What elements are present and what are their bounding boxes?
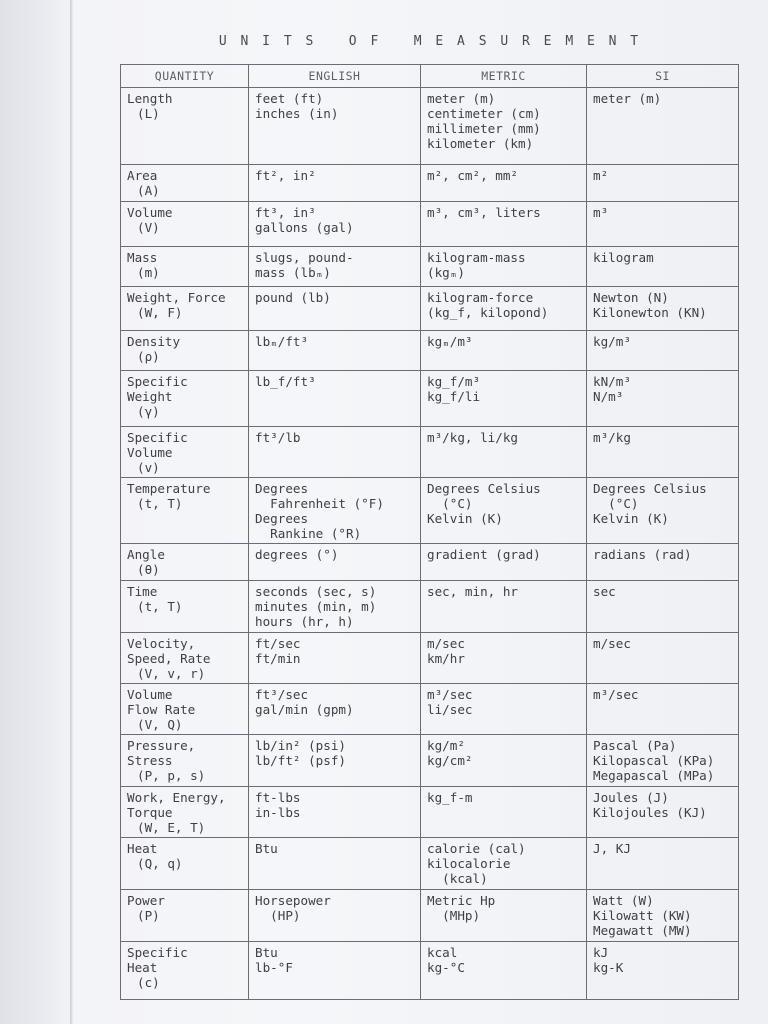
unit-text: gal/min (gpm) xyxy=(255,702,354,717)
si-cell xyxy=(587,427,739,478)
unit-text: kg-°C xyxy=(427,960,465,975)
unit-text: Watt (W) xyxy=(593,893,654,908)
unit-text: Kilojoules (KJ) xyxy=(593,805,707,820)
english-cell xyxy=(249,165,421,202)
quantity-name: Specific xyxy=(127,430,188,445)
quantity-cell xyxy=(121,427,249,478)
unit-text: meter (m) xyxy=(427,91,496,106)
quantity-cell xyxy=(121,478,249,544)
metric-cell xyxy=(421,331,587,371)
quantity-symbol: (W, E, T) xyxy=(137,820,206,835)
unit-text: ft³/lb xyxy=(255,430,301,445)
metric-cell xyxy=(421,427,587,478)
quantity-name: Pressure, xyxy=(127,738,196,753)
unit-text: pound (lb) xyxy=(255,290,331,305)
unit-text: (kgₘ) xyxy=(427,265,465,280)
unit-text: Metric Hp xyxy=(427,893,496,908)
quantity-name: Specific xyxy=(127,374,188,389)
table-row xyxy=(121,427,739,478)
english-cell xyxy=(249,371,421,427)
unit-text: kg_f/m³ xyxy=(427,374,481,389)
unit-text: mass (lbₘ) xyxy=(255,265,331,280)
quantity-name: Time xyxy=(127,584,158,599)
unit-text: kg_f-m xyxy=(427,790,473,805)
unit-text: Kilowatt (KW) xyxy=(593,908,692,923)
unit-text: millimeter (mm) xyxy=(427,121,541,136)
quantity-symbol: (L) xyxy=(137,106,160,121)
metric-cell xyxy=(421,838,587,890)
unit-text: minutes (min, m) xyxy=(255,599,377,614)
si-cell xyxy=(587,88,739,165)
table-row xyxy=(121,478,739,544)
si-cell xyxy=(587,287,739,331)
unit-text: lbₘ/ft³ xyxy=(255,334,309,349)
quantity-symbol: (c) xyxy=(137,975,160,990)
unit-text: Kilopascal (KPa) xyxy=(593,753,715,768)
unit-text: sec xyxy=(593,584,616,599)
unit-text: Newton (N) xyxy=(593,290,669,305)
metric-cell xyxy=(421,544,587,581)
unit-text: kN/m³ xyxy=(593,374,631,389)
unit-text: lb-°F xyxy=(255,960,293,975)
metric-cell xyxy=(421,942,587,1000)
quantity-name: Weight xyxy=(127,389,173,404)
si-cell xyxy=(587,787,739,838)
header-si: SI xyxy=(587,65,739,88)
quantity-cell xyxy=(121,942,249,1000)
table-row xyxy=(121,890,739,942)
unit-text: (kcal) xyxy=(427,871,488,886)
quantity-symbol: (V) xyxy=(137,220,160,235)
quantity-symbol: (V, v, r) xyxy=(137,666,206,681)
si-cell xyxy=(587,633,739,684)
unit-text: hours (hr, h) xyxy=(255,614,354,629)
quantity-name: Volume xyxy=(127,445,173,460)
unit-text: ft/min xyxy=(255,651,301,666)
unit-text: kilocalorie xyxy=(427,856,511,871)
si-cell xyxy=(587,247,739,287)
quantity-cell xyxy=(121,581,249,633)
table-row xyxy=(121,581,739,633)
quantity-name: Volume xyxy=(127,205,173,220)
unit-text: kilogram-mass xyxy=(427,250,526,265)
unit-text: m³, cm³, liters xyxy=(427,205,541,220)
unit-text: degrees (°) xyxy=(255,547,339,562)
unit-text: m³ xyxy=(593,205,609,220)
quantity-cell xyxy=(121,787,249,838)
unit-text: radians (rad) xyxy=(593,547,692,562)
quantity-cell xyxy=(121,202,249,247)
quantity-cell xyxy=(121,735,249,787)
table-row xyxy=(121,544,739,581)
metric-cell xyxy=(421,287,587,331)
unit-text: centimeter (cm) xyxy=(427,106,541,121)
unit-text: lb/in² (psi) xyxy=(255,738,346,753)
table-row xyxy=(121,684,739,735)
quantity-cell xyxy=(121,165,249,202)
english-cell xyxy=(249,287,421,331)
table-row xyxy=(121,735,739,787)
unit-text: m³/kg, li/kg xyxy=(427,430,518,445)
page-title: U N I T S O F M E A S U R E M E N T xyxy=(218,34,642,49)
unit-text: kg/cm² xyxy=(427,753,473,768)
metric-cell xyxy=(421,890,587,942)
english-cell xyxy=(249,544,421,581)
metric-cell xyxy=(421,371,587,427)
unit-text: calorie (cal) xyxy=(427,841,526,856)
unit-text: Fahrenheit (°F) xyxy=(255,496,384,511)
metric-cell xyxy=(421,88,587,165)
quantity-name: Volume xyxy=(127,687,173,702)
quantity-cell xyxy=(121,633,249,684)
unit-text: lb/ft² (psf) xyxy=(255,753,346,768)
unit-text: N/m³ xyxy=(593,389,624,404)
english-cell xyxy=(249,331,421,371)
unit-text: ft/sec xyxy=(255,636,301,651)
table-row xyxy=(121,88,739,165)
unit-text: Degrees Celsius xyxy=(593,481,707,496)
unit-text: Joules (J) xyxy=(593,790,669,805)
table-row xyxy=(121,202,739,247)
quantity-cell xyxy=(121,838,249,890)
page-fold-shadow xyxy=(70,0,73,1024)
quantity-name: Stress xyxy=(127,753,173,768)
quantity-symbol: (θ) xyxy=(137,562,160,577)
quantity-symbol: (γ) xyxy=(137,404,160,419)
table-row xyxy=(121,331,739,371)
quantity-symbol: (t, T) xyxy=(137,599,183,614)
unit-text: ft-lbs xyxy=(255,790,301,805)
unit-text: m/sec xyxy=(427,636,465,651)
unit-text: Megapascal (MPa) xyxy=(593,768,715,783)
header-quantity: QUANTITY xyxy=(121,65,249,88)
unit-text: seconds (sec, s) xyxy=(255,584,377,599)
si-cell xyxy=(587,478,739,544)
quantity-name: Heat xyxy=(127,841,158,856)
english-cell xyxy=(249,838,421,890)
unit-text: m³/sec xyxy=(593,687,639,702)
quantity-name: Temperature xyxy=(127,481,211,496)
quantity-name: Heat xyxy=(127,960,158,975)
metric-cell xyxy=(421,735,587,787)
unit-text: Kelvin (K) xyxy=(427,511,503,526)
unit-text: J, KJ xyxy=(593,841,631,856)
quantity-name: Speed, Rate xyxy=(127,651,211,666)
quantity-symbol: (m) xyxy=(137,265,160,280)
metric-cell xyxy=(421,247,587,287)
quantity-symbol: (v) xyxy=(137,460,160,475)
metric-cell xyxy=(421,684,587,735)
unit-text: m³/kg xyxy=(593,430,631,445)
unit-text: gradient (grad) xyxy=(427,547,541,562)
table-row xyxy=(121,838,739,890)
unit-text: Kelvin (K) xyxy=(593,511,669,526)
unit-text: in-lbs xyxy=(255,805,301,820)
table-row xyxy=(121,942,739,1000)
unit-text: li/sec xyxy=(427,702,473,717)
quantity-cell xyxy=(121,371,249,427)
quantity-cell xyxy=(121,544,249,581)
metric-cell xyxy=(421,787,587,838)
quantity-cell xyxy=(121,247,249,287)
quantity-symbol: (A) xyxy=(137,183,160,198)
si-cell xyxy=(587,581,739,633)
unit-text: Degrees xyxy=(255,481,309,496)
units-table xyxy=(120,64,739,1000)
quantity-name: Mass xyxy=(127,250,158,265)
unit-text: kilogram xyxy=(593,250,654,265)
unit-text: (°C) xyxy=(593,496,639,511)
unit-text: kilometer (km) xyxy=(427,136,534,151)
quantity-symbol: (W, F) xyxy=(137,305,183,320)
quantity-name: Velocity, xyxy=(127,636,196,651)
unit-text: m/sec xyxy=(593,636,631,651)
quantity-cell xyxy=(121,684,249,735)
english-cell xyxy=(249,735,421,787)
unit-text: kgₘ/m³ xyxy=(427,334,473,349)
english-cell xyxy=(249,478,421,544)
unit-text: feet (ft) xyxy=(255,91,324,106)
unit-text: ft³/sec xyxy=(255,687,309,702)
quantity-cell xyxy=(121,331,249,371)
si-cell xyxy=(587,202,739,247)
header-english: ENGLISH xyxy=(249,65,421,88)
unit-text: (°C) xyxy=(427,496,473,511)
unit-text: Horsepower xyxy=(255,893,331,908)
unit-text: ft², in² xyxy=(255,168,316,183)
quantity-name: Weight, Force xyxy=(127,290,226,305)
unit-text: sec, min, hr xyxy=(427,584,518,599)
quantity-symbol: (ρ) xyxy=(137,349,160,364)
table-row xyxy=(121,287,739,331)
quantity-name: Density xyxy=(127,334,181,349)
quantity-cell xyxy=(121,287,249,331)
table-row xyxy=(121,633,739,684)
unit-text: lb_f/ft³ xyxy=(255,374,316,389)
english-cell xyxy=(249,787,421,838)
unit-text: Degrees xyxy=(255,511,309,526)
unit-text: kcal xyxy=(427,945,458,960)
quantity-name: Length xyxy=(127,91,173,106)
unit-text: Degrees Celsius xyxy=(427,481,541,496)
english-cell xyxy=(249,942,421,1000)
quantity-symbol: (Q, q) xyxy=(137,856,183,871)
unit-text: km/hr xyxy=(427,651,465,666)
unit-text: inches (in) xyxy=(255,106,339,121)
unit-text: kJ xyxy=(593,945,609,960)
quantity-name: Specific xyxy=(127,945,188,960)
quantity-name: Area xyxy=(127,168,158,183)
quantity-name: Angle xyxy=(127,547,165,562)
si-cell xyxy=(587,684,739,735)
unit-text: kilogram-force xyxy=(427,290,534,305)
header-row xyxy=(121,65,739,88)
unit-text: kg/m² xyxy=(427,738,465,753)
quantity-name: Work, Energy, xyxy=(127,790,226,805)
metric-cell xyxy=(421,581,587,633)
unit-text: gallons (gal) xyxy=(255,220,354,235)
si-cell xyxy=(587,890,739,942)
unit-text: kg_f/li xyxy=(427,389,481,404)
quantity-symbol: (P, p, s) xyxy=(137,768,206,783)
unit-text: kg/m³ xyxy=(593,334,631,349)
unit-text: Kilonewton (KN) xyxy=(593,305,707,320)
unit-text: ft³, in³ xyxy=(255,205,316,220)
metric-cell xyxy=(421,478,587,544)
metric-cell xyxy=(421,165,587,202)
quantity-symbol: (t, T) xyxy=(137,496,183,511)
table-row xyxy=(121,165,739,202)
si-cell xyxy=(587,544,739,581)
quantity-cell xyxy=(121,88,249,165)
unit-text: meter (m) xyxy=(593,91,662,106)
si-cell xyxy=(587,942,739,1000)
english-cell xyxy=(249,890,421,942)
english-cell xyxy=(249,202,421,247)
english-cell xyxy=(249,633,421,684)
quantity-cell xyxy=(121,890,249,942)
quantity-name: Torque xyxy=(127,805,173,820)
table-row xyxy=(121,371,739,427)
quantity-symbol: (V, Q) xyxy=(137,717,183,732)
english-cell xyxy=(249,88,421,165)
metric-cell xyxy=(421,633,587,684)
si-cell xyxy=(587,735,739,787)
unit-text: Rankine (°R) xyxy=(255,526,362,541)
si-cell xyxy=(587,838,739,890)
table-body xyxy=(121,88,739,1000)
si-cell xyxy=(587,165,739,202)
unit-text: Megawatt (MW) xyxy=(593,923,692,938)
quantity-name: Power xyxy=(127,893,165,908)
unit-text: m², cm², mm² xyxy=(427,168,518,183)
table-row xyxy=(121,247,739,287)
header-metric: METRIC xyxy=(421,65,587,88)
english-cell xyxy=(249,427,421,478)
si-cell xyxy=(587,331,739,371)
quantity-name: Flow Rate xyxy=(127,702,196,717)
unit-text: m² xyxy=(593,168,609,183)
table-row xyxy=(121,787,739,838)
unit-text: slugs, pound- xyxy=(255,250,354,265)
unit-text: m³/sec xyxy=(427,687,473,702)
si-cell xyxy=(587,371,739,427)
quantity-symbol: (P) xyxy=(137,908,160,923)
metric-cell xyxy=(421,202,587,247)
english-cell xyxy=(249,684,421,735)
unit-text: (HP) xyxy=(255,908,301,923)
unit-text: (kg_f, kilopond) xyxy=(427,305,549,320)
unit-text: Pascal (Pa) xyxy=(593,738,677,753)
english-cell xyxy=(249,581,421,633)
english-cell xyxy=(249,247,421,287)
unit-text: Btu xyxy=(255,841,278,856)
unit-text: Btu xyxy=(255,945,278,960)
unit-text: (MHp) xyxy=(427,908,481,923)
unit-text: kg-K xyxy=(593,960,624,975)
